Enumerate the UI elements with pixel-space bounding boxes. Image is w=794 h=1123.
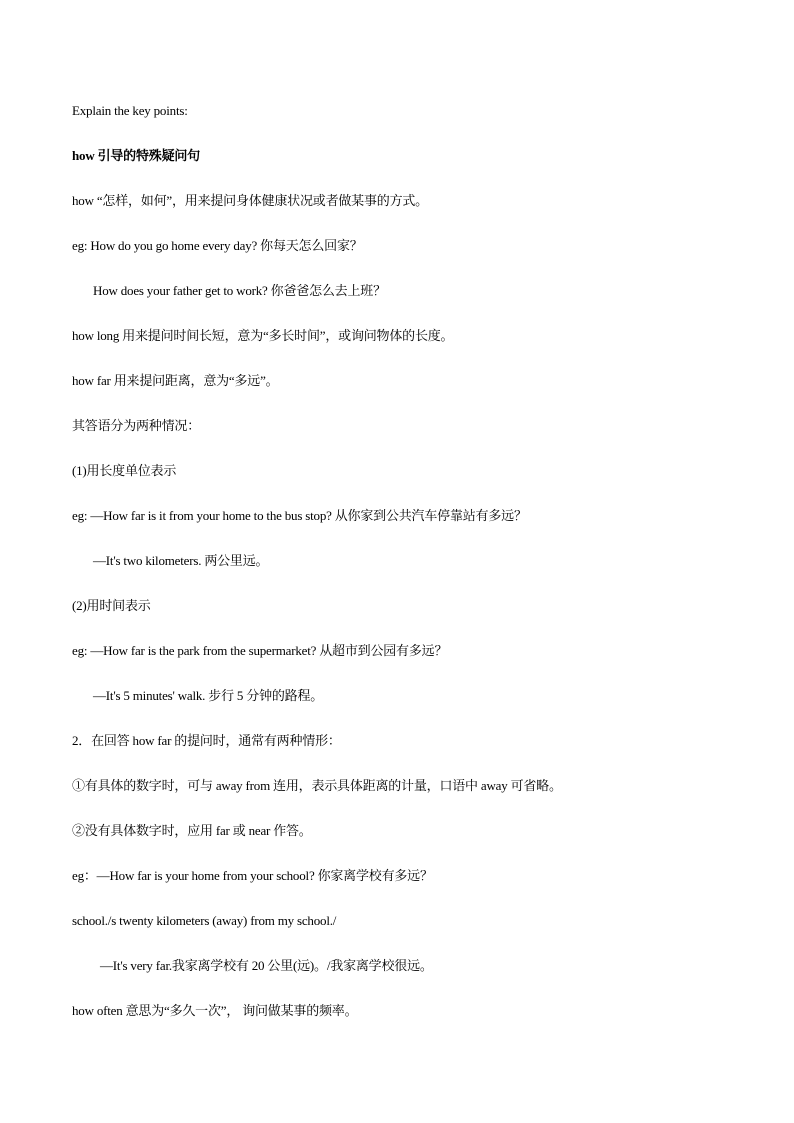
sub-heading: (2)用时间表示	[72, 598, 151, 613]
example-line: How does your father get to work? 你爸爸怎么去上班？	[93, 283, 386, 298]
example-line: —It's very far.我家离学校有 20 公里(远)。/我家离学校很远。	[100, 958, 433, 973]
section-heading: Explain the key points:	[72, 103, 188, 118]
topic-title: how 引导的特殊疑问句	[72, 148, 200, 163]
text-line: how often 意思为“多久一次”， 询问做某事的频率。	[72, 1003, 358, 1018]
text-line: how long 用来提问时间长短，意为“多长时间”，或询问物体的长度。	[72, 328, 454, 343]
text-line: how far 用来提问距离，意为“多远”。	[72, 373, 279, 388]
text-line: ②没有具体数字时，应用 far 或 near 作答。	[72, 823, 312, 838]
example-line: eg：—How far is your home from your school? 你家离学校有多远？	[72, 868, 433, 883]
text-line: 其答语分为两种情况：	[72, 418, 201, 433]
text-line: ①有具体的数字时，可与 away from 连用，表示具体距离的计量，口语中 away 可省略。	[72, 778, 562, 793]
example-line: eg: —How far is it from your home to the bus stop? 从你家到公共汽车停靠站有多远？	[72, 508, 527, 523]
example-line: —It's two kilometers. 两公里远。	[93, 553, 269, 568]
text-line: 2．在回答 how far 的提问时，通常有两种情形：	[72, 733, 341, 748]
text-line: how “怎样，如何”，用来提问身体健康状况或者做某事的方式。	[72, 193, 428, 208]
example-line: eg: —How far is the park from the supermarket? 从超市到公园有多远？	[72, 643, 448, 658]
sub-heading: (1)用长度单位表示	[72, 463, 177, 478]
example-line: school./s twenty kilometers (away) from my school./	[72, 913, 337, 928]
example-line: eg: How do you go home every day? 你每天怎么回家？	[72, 238, 363, 253]
example-line: —It's 5 minutes' walk. 步行 5 分钟的路程。	[93, 688, 324, 703]
